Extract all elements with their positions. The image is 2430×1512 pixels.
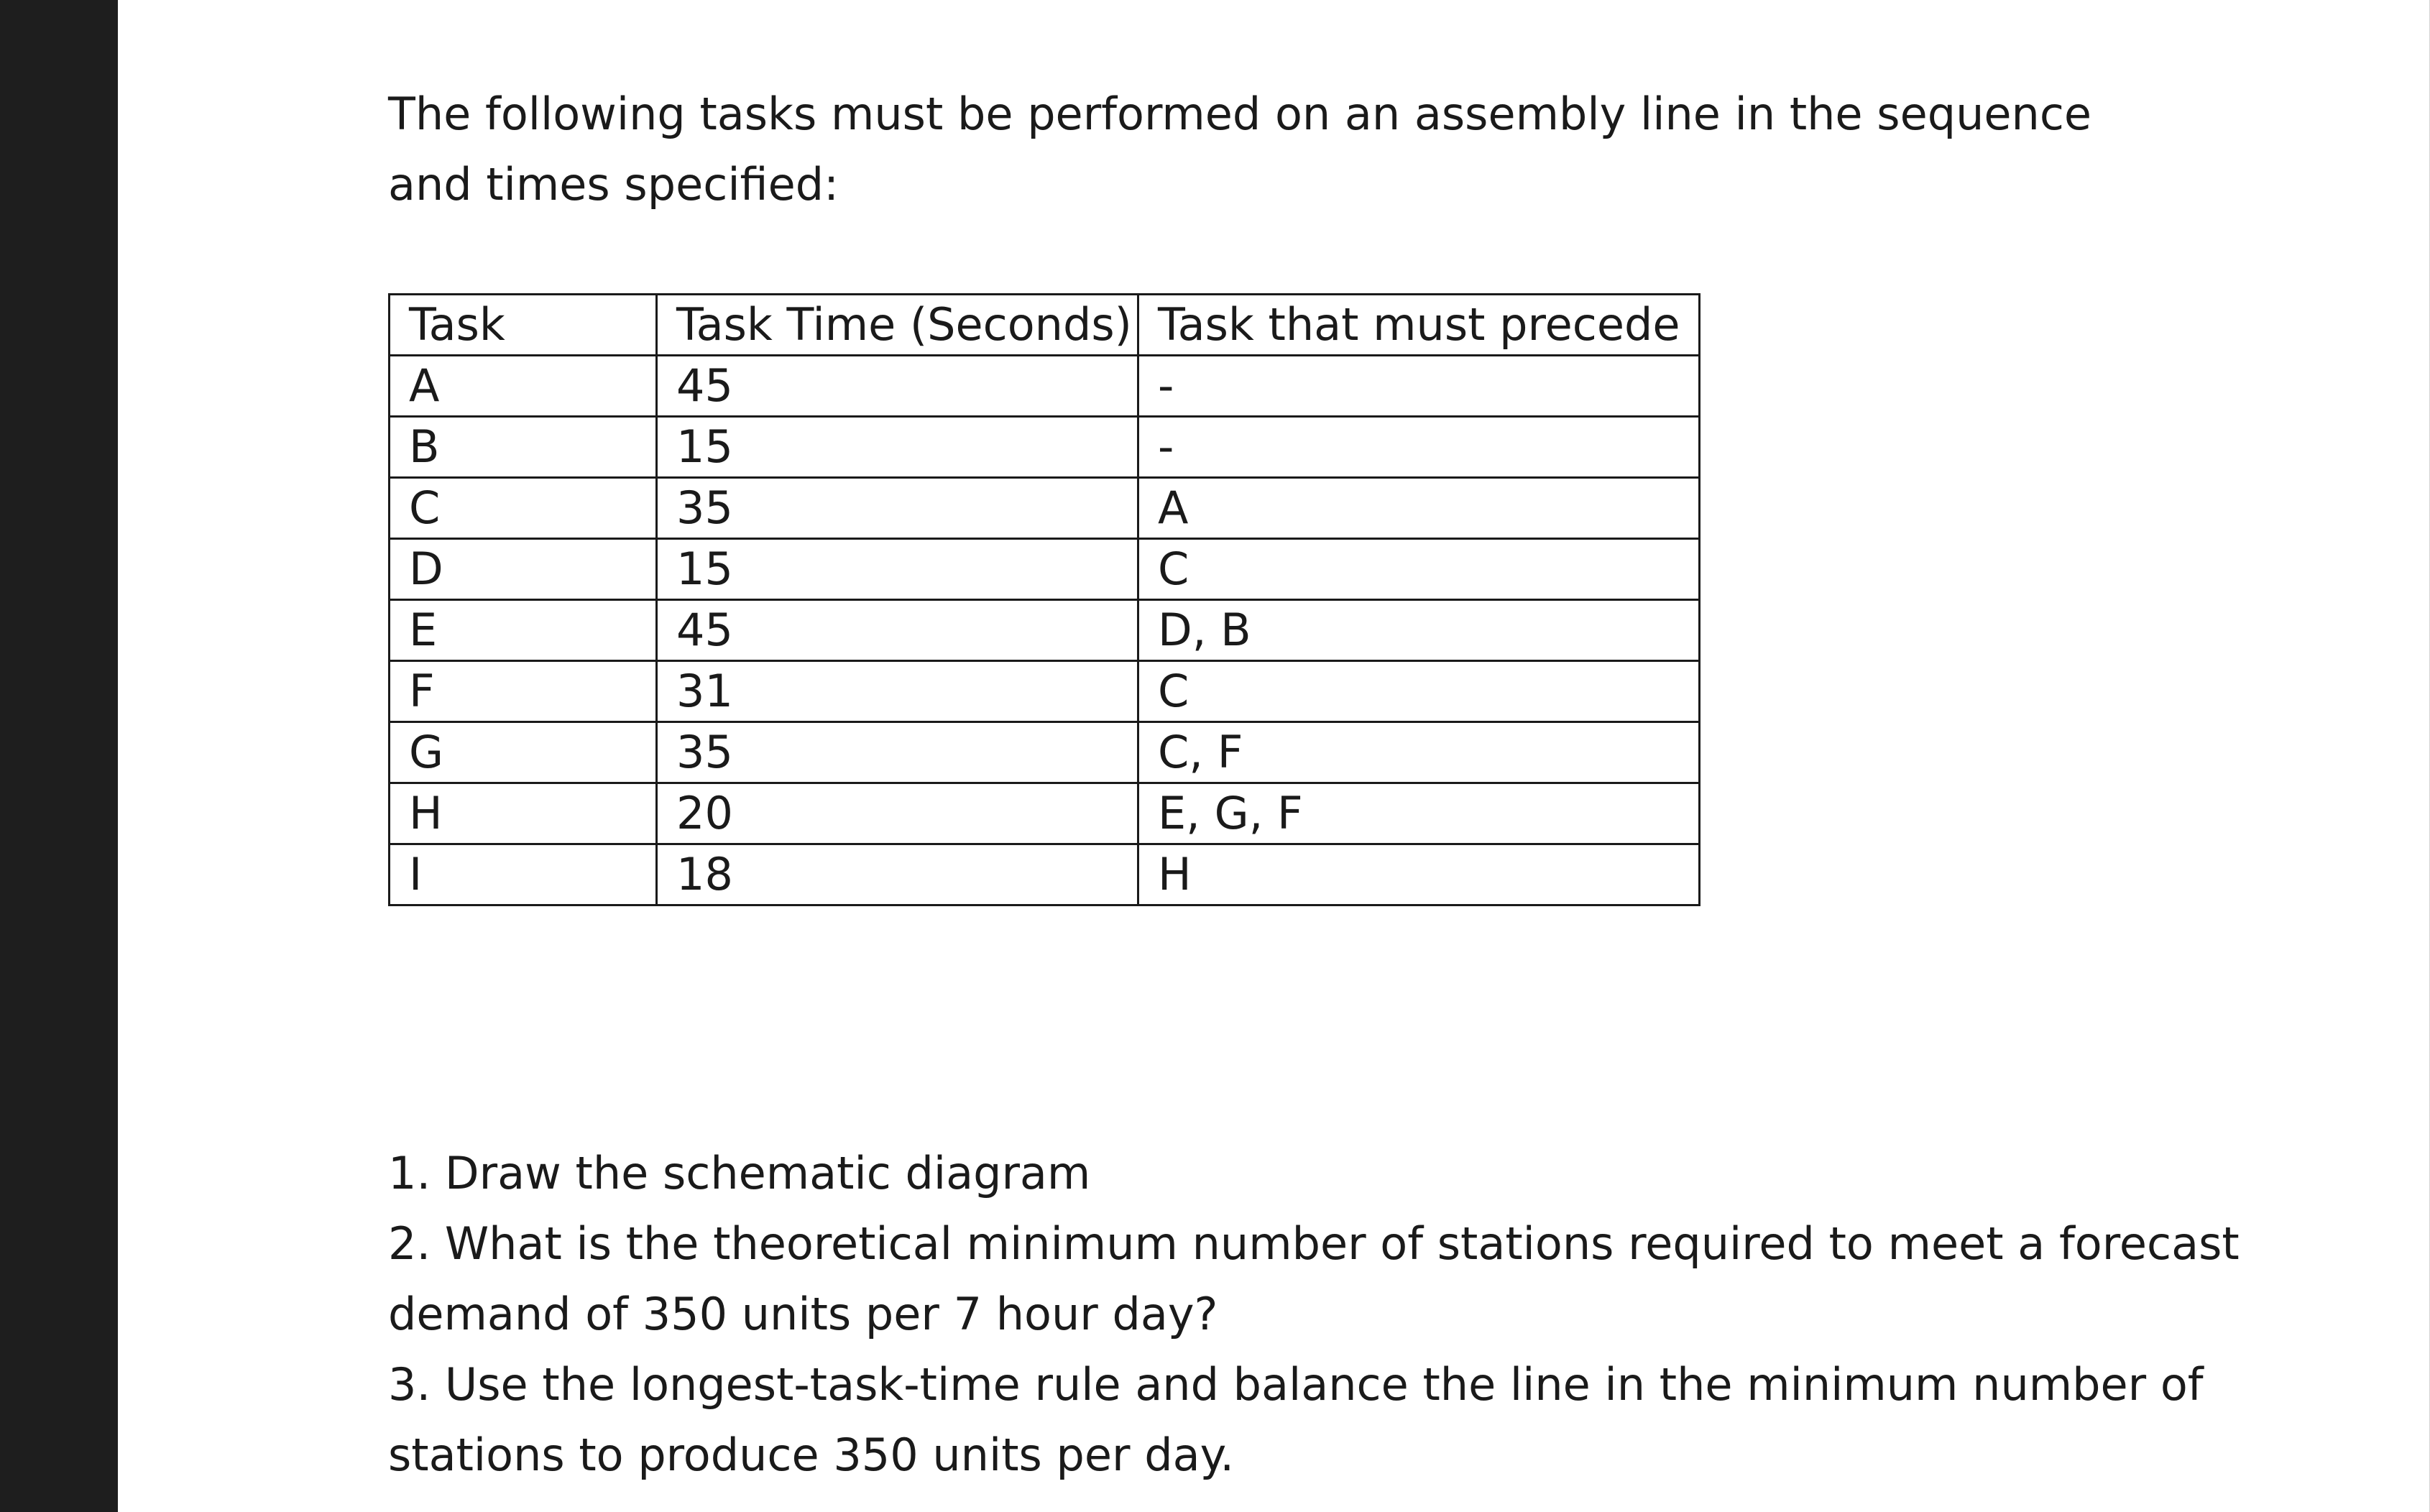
cell-time: 15 — [657, 417, 1138, 478]
cell-precede: C — [1138, 661, 1700, 722]
table-row — [390, 722, 1700, 783]
cell-task: I — [390, 844, 657, 905]
table-row — [390, 844, 1700, 905]
header-task-time: Task Time (Seconds) — [657, 295, 1138, 356]
table-row — [390, 417, 1700, 478]
cell-task: D — [390, 539, 657, 600]
cell-precede: - — [1138, 417, 1700, 478]
question-1: 1. Draw the schematic diagram — [388, 1147, 1091, 1199]
questions-list — [388, 1138, 2257, 1490]
cell-task: F — [390, 661, 657, 722]
cell-precede: E, G, F — [1138, 783, 1700, 844]
cell-time: 45 — [657, 356, 1138, 417]
cell-task: H — [390, 783, 657, 844]
cell-precede: C — [1138, 539, 1700, 600]
cell-task: C — [390, 478, 657, 539]
table-row — [390, 600, 1700, 661]
cell-task: B — [390, 417, 657, 478]
header-task: Task — [390, 295, 657, 356]
cell-time: 15 — [657, 539, 1138, 600]
table-row — [390, 783, 1700, 844]
table-header-row — [390, 295, 1700, 356]
task-table — [388, 293, 1700, 906]
cell-time: 20 — [657, 783, 1138, 844]
header-precede: Task that must precede — [1138, 295, 1700, 356]
document-page — [388, 0, 2257, 1512]
cell-task: G — [390, 722, 657, 783]
intro-paragraph: The following tasks must be performed on an assembly line in the sequence and times specified: — [388, 88, 2092, 211]
cell-time: 35 — [657, 478, 1138, 539]
table-row — [390, 478, 1700, 539]
table-row — [390, 356, 1700, 417]
cell-precede: H — [1138, 844, 1700, 905]
cell-task: A — [390, 356, 657, 417]
left-dark-panel — [0, 0, 118, 1512]
question-2: 2. What is the theoretical minimum number of stations required to meet a forecast demand of 350 units per 7 hour day? — [388, 1217, 2240, 1340]
cell-task: E — [390, 600, 657, 661]
cell-time: 45 — [657, 600, 1138, 661]
cell-time: 18 — [657, 844, 1138, 905]
cell-time: 35 — [657, 722, 1138, 783]
table-row — [390, 539, 1700, 600]
cell-time: 31 — [657, 661, 1138, 722]
table-row — [390, 661, 1700, 722]
cell-precede: D, B — [1138, 600, 1700, 661]
cell-precede: C, F — [1138, 722, 1700, 783]
cell-precede: - — [1138, 356, 1700, 417]
cell-precede: A — [1138, 478, 1700, 539]
question-3: 3. Use the longest-task-time rule and balance the line in the minimum number of stations to produce 350 units per day. — [388, 1358, 2204, 1481]
